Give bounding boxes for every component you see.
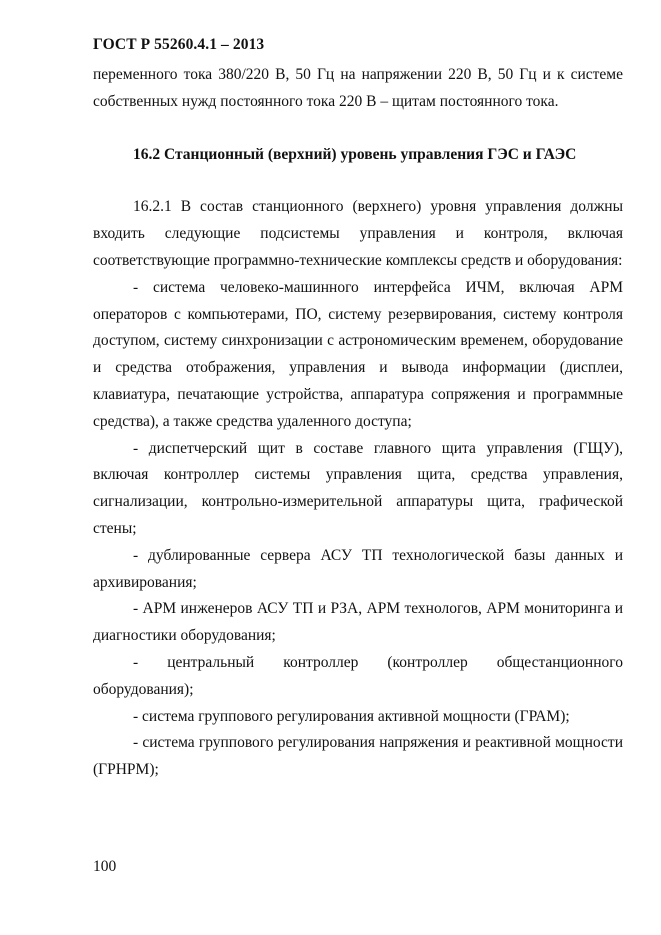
list-item: - система группового регулирования напряжения и реактивной мощности (ГРНРМ); [93, 734, 623, 779]
list-item: - диспетчерский щит в составе главного щита управления (ГЩУ), включая контроллер системы управления щита, средства управления, сигнализации, контрольно-измерительной аппаратуры щита, графической стены; [93, 439, 623, 537]
list-item: - система группового регулирования активной мощности (ГРАМ); [133, 707, 570, 725]
list-item: - система человеко-машинного интерфейса ИЧМ, включая АРМ операторов с компьютерами, ПО, систему резервирования, систему контроля доступом, систему синхронизации с астрономическим временем, оборудование и средства отображения, управления и вывода информации (дисплеи, клавиатура, печатающие устройства, аппаратура сопряжения и программные средства), а также средства удаленного доступа; [93, 278, 623, 430]
list-item: - центральный контроллер (контроллер общестанционного оборудования); [93, 653, 623, 698]
intro-paragraph: переменного тока 380/220 В, 50 Гц на напряжении 220 В, 50 Гц и к системе собственных нужд постоянного тока 220 В – щитам постоянного тока. [93, 66, 623, 110]
document-header: ГОСТ Р 55260.4.1 – 2013 [93, 36, 265, 53]
list-item: - АРМ инженеров АСУ ТП и РЗА, АРМ технологов, АРМ мониторинга и диагностики оборудования; [93, 600, 623, 645]
list-item: - дублированные сервера АСУ ТП технологической базы данных и архивирования; [93, 546, 623, 591]
page-number: 100 [93, 858, 117, 875]
paragraph-16-2-1: 16.2.1 В состав станционного (верхнего) уровня управления должны входить следующие подсистемы управления и контроля, включая соответствующие программно-технические комплексы средств и оборудования: [93, 198, 623, 269]
section-heading: 16.2 Станционный (верхний) уровень управления ГЭС и ГАЭС [133, 145, 577, 163]
document-body [93, 62, 623, 784]
